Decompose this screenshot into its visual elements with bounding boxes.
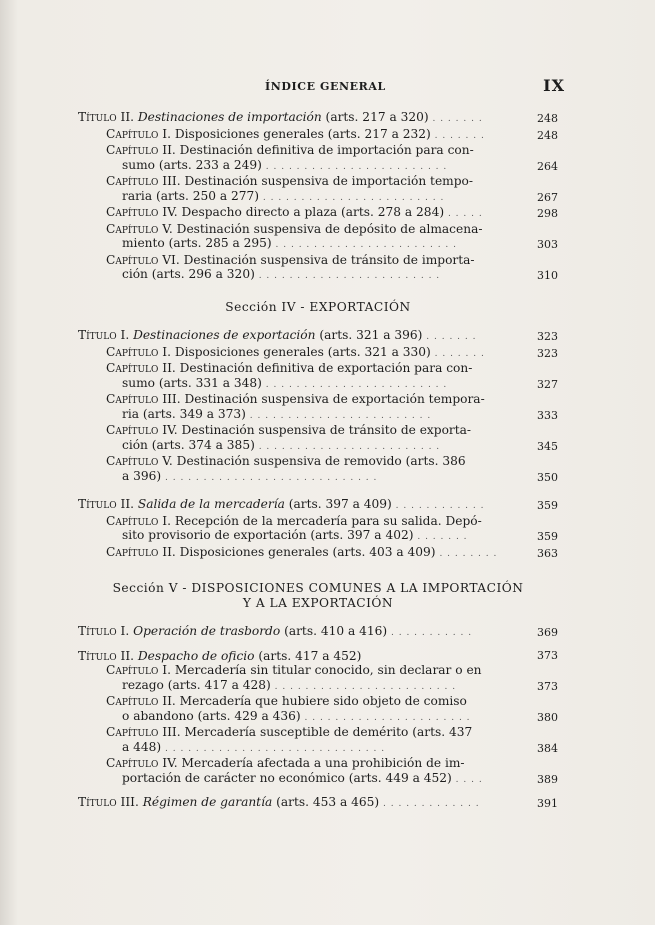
entry-continuation: miento (arts. 285 a 295): [122, 236, 272, 250]
toc-entry-titulo: Título II. Destinaciones de importación (arts. 217 a 320) . . . . . . . 248: [78, 110, 558, 125]
entry-text: Recepción de la mercadería para su salida. Depó-: [174, 513, 482, 528]
entry-label: Capítulo I.: [106, 344, 171, 359]
entry-page: 345: [537, 439, 558, 453]
toc-entry-titulo: Título I. Destinaciones de exportación (arts. 321 a 396) . . . . . . . 323: [78, 328, 558, 343]
toc-entry-titulo: Título II. Salida de la mercadería (arts. 397 a 409) . . . . . . . . . . . . 359: [78, 497, 558, 512]
entry-label: Capítulo III.: [106, 725, 181, 739]
entry-continuation: o abandono (arts. 429 a 436): [122, 708, 301, 723]
entry-label: Capítulo II.: [106, 143, 176, 157]
entry-page: 264: [537, 159, 558, 173]
entry-text: Despacho directo a plaza (arts. 278 a 284): [181, 205, 445, 219]
toc-entry-capitulo: Capítulo I. Disposiciones generales (arts. 321 a 330) . . . . . . . 323: [106, 344, 558, 360]
entry-page: 359: [537, 499, 558, 512]
entry-label: Capítulo II.: [106, 544, 176, 559]
entry-text: Destinación definitiva de exportación para con-: [179, 361, 473, 375]
entry-label: Capítulo IV.: [106, 423, 178, 437]
toc-entry-capitulo: Capítulo I. Disposiciones generales (arts. 217 a 232) . . . . . . . 248: [106, 126, 558, 142]
entry-continuation: raria (arts. 250 a 277): [122, 188, 259, 203]
entry-page: 323: [537, 346, 558, 360]
toc-entry-capitulo: Capítulo I. Mercadería sin titular conocido, sin declarar o en rezago (arts. 417 a 428) . . . . . . . . . . . . . . . . . . . . . . . . 373: [106, 663, 558, 693]
entry-text: Disposiciones generales (arts. 403 a 409): [179, 544, 436, 559]
entry-continuation: sumo (arts. 331 a 348): [122, 375, 262, 390]
entry-text: Destinación suspensiva de exportación tempora-: [184, 392, 485, 406]
entry-refs: (arts. 453 a 465): [272, 795, 380, 809]
entry-label: Título I.: [78, 624, 130, 638]
entry-label: Capítulo IV.: [106, 756, 178, 770]
page-header: [0, 76, 655, 100]
page-number: IX: [543, 76, 565, 95]
entry-text: Destinación suspensiva de depósito de almacena-: [176, 221, 483, 236]
entry-text: Destinación suspensiva de removido (arts. 386: [176, 454, 466, 468]
toc-entry-capitulo: Capítulo III. Destinación suspensiva de exportación tempora- ria (arts. 349 a 373) . . . . . . . . . . . . . . . . . . . . . . . . 333: [106, 392, 558, 422]
entry-label: Capítulo IV.: [106, 205, 178, 219]
entry-text: Destinación suspensiva de importación tempo-: [184, 174, 473, 188]
entry-page: 248: [537, 112, 558, 125]
toc-entry-capitulo: Capítulo II. Destinación definitiva de exportación para con- sumo (arts. 331 a 348) . . . . . . . . . . . . . . . . . . . . . . . . 327: [106, 361, 558, 391]
entry-label: Título II.: [78, 648, 135, 663]
entry-title: Salida de la mercadería: [137, 497, 285, 511]
entry-page: 389: [537, 772, 558, 786]
entry-text: Disposiciones generales (arts. 217 a 232): [174, 126, 431, 141]
entry-page: 363: [537, 546, 558, 560]
entry-refs: (arts. 321 a 396): [315, 328, 423, 342]
entry-page: 267: [537, 190, 558, 204]
entry-page: 380: [537, 710, 558, 724]
entry-title: Destinaciones de exportación: [133, 328, 316, 342]
entry-text: Disposiciones generales (arts. 321 a 330): [174, 344, 431, 359]
section-heading: Sección IV - EXPORTACIÓN: [225, 299, 411, 314]
toc-entry-capitulo: Capítulo IV. Destinación suspensiva de tránsito de exporta- ción (arts. 374 a 385) . . . . . . . . . . . . . . . . . . . . . . . . 345: [106, 423, 558, 453]
entry-continuation: ción (arts. 296 a 320): [122, 267, 255, 281]
entry-label: Título II.: [78, 110, 135, 124]
entry-continuation: ción (arts. 374 a 385): [122, 437, 255, 452]
entry-page: 373: [537, 679, 558, 693]
entry-page: 333: [537, 408, 558, 422]
toc-entry-capitulo: Capítulo IV. Mercadería afectada a una prohibición de im- portación de carácter no económico (arts. 449 a 452) . . . . 389: [106, 756, 558, 786]
toc-entry-capitulo: Capítulo VI. Destinación suspensiva de tránsito de importa- ción (arts. 296 a 320) . . . . . . . . . . . . . . . . . . . . . . . . 310: [106, 252, 558, 282]
entry-continuation: sito provisorio de exportación (arts. 397 a 402): [122, 528, 414, 542]
toc-entry-capitulo: Capítulo V. Destinación suspensiva de removido (arts. 386 a 396) . . . . . . . . . . . . . . . . . . . . . . . . . . . . 350: [106, 454, 558, 484]
toc-entry-capitulo: Capítulo II. Mercadería que hubiere sido objeto de comiso o abandono (arts. 429 a 436) . . . . . . . . . . . . . . . . . . . . . . 380: [106, 694, 558, 724]
toc-entry-capitulo: Capítulo II. Disposiciones generales (arts. 403 a 409) . . . . . . . . 363: [106, 544, 558, 560]
toc-entry-capitulo: Capítulo III. Destinación suspensiva de importación tempo- raria (arts. 250 a 277) . . . . . . . . . . . . . . . . . . . . . . . . 267: [106, 174, 558, 204]
entry-title: Operación de trasbordo: [133, 624, 281, 638]
entry-page: 323: [537, 330, 558, 343]
toc-entry-capitulo: Capítulo I. Recepción de la mercadería para su salida. Depó- sito provisorio de exportación (arts. 397 a 402) . . . . . . . 359: [106, 513, 558, 543]
entry-page: 359: [537, 530, 558, 543]
entry-label: Capítulo III.: [106, 392, 181, 406]
toc-entry-titulo: Título I. Operación de trasbordo (arts. 410 a 416) . . . . . . . . . . . 369: [78, 624, 558, 639]
entry-page: 298: [537, 207, 558, 220]
entry-text: Destinación suspensiva de tránsito de importa-: [183, 252, 475, 267]
toc-entry-capitulo: Capítulo II. Destinación definitiva de importación para con- sumo (arts. 233 a 249) . . . . . . . . . . . . . . . . . . . . . . . . 264: [106, 143, 558, 173]
entry-continuation: a 448): [122, 739, 162, 754]
entry-text: Destinación definitiva de importación para con-: [179, 143, 474, 157]
entry-continuation: a 396): [122, 468, 162, 483]
entry-text: Destinación suspensiva de tránsito de exporta-: [181, 423, 472, 437]
toc-entry-titulo: Título III. Régimen de garantía (arts. 453 a 465) . . . . . . . . . . . . . 391: [78, 795, 558, 810]
entry-label: Capítulo III.: [106, 174, 181, 188]
toc-entry-capitulo: Capítulo III. Mercadería susceptible de demérito (arts. 437 a 448) . . . . . . . . . . . . . . . . . . . . . . . . . . . . . 384: [106, 725, 558, 755]
entry-label: Título I.: [78, 328, 130, 342]
toc-entry-capitulo: Capítulo V. Destinación suspensiva de depósito de almacena- miento (arts. 285 a 295) . . . . . . . . . . . . . . . . . . . . . . . . 303: [106, 221, 558, 251]
entry-page: 327: [537, 377, 558, 391]
entry-label: Capítulo V.: [106, 454, 173, 468]
entry-text: Mercadería sin titular conocido, sin declarar o en: [174, 663, 482, 677]
table-of-contents: [78, 110, 558, 812]
entry-continuation: rezago (arts. 417 a 428): [122, 677, 271, 692]
entry-text: Mercadería susceptible de demérito (arts. 437: [184, 725, 473, 739]
entry-page: 350: [537, 470, 558, 484]
entry-text: Mercadería que hubiere sido objeto de comiso: [179, 694, 467, 708]
entry-label: Capítulo I.: [106, 663, 171, 677]
entry-refs: (arts. 217 a 320): [321, 110, 429, 124]
entry-page: 369: [537, 626, 558, 639]
entry-label: Título II.: [78, 497, 135, 511]
entry-page: 310: [537, 269, 558, 282]
entry-page: 303: [537, 238, 558, 251]
entry-label: Capítulo I.: [106, 126, 171, 141]
entry-continuation: ria (arts. 349 a 373): [122, 406, 246, 421]
entry-refs: (arts. 397 a 409): [284, 497, 392, 511]
entry-text: Mercadería afectada a una prohibición de im-: [181, 756, 465, 770]
entry-label: Capítulo VI.: [106, 252, 180, 267]
entry-refs: (arts. 410 a 416): [280, 624, 388, 638]
entry-page: 384: [537, 741, 558, 755]
section-heading-line-2: Y A LA EXPORTACIÓN: [242, 595, 394, 610]
entry-label: Capítulo II.: [106, 694, 176, 708]
running-title: ÍNDICE GENERAL: [265, 80, 386, 93]
entry-continuation: sumo (arts. 233 a 249): [122, 157, 262, 172]
entry-label: Capítulo I.: [106, 513, 171, 528]
entry-page: 391: [537, 797, 558, 810]
entry-label: Capítulo V.: [106, 221, 173, 236]
entry-continuation: portación de carácter no económico (arts. 449 a 452): [122, 770, 452, 785]
section-heading: [78, 581, 558, 610]
entry-title: Régimen de garantía: [142, 795, 273, 809]
entry-refs: (arts. 417 a 452): [254, 648, 362, 663]
entry-page: 248: [537, 128, 558, 142]
entry-title: Despacho de oficio: [137, 648, 255, 663]
entry-page: 373: [537, 648, 558, 662]
entry-title: Destinaciones de importación: [137, 110, 322, 124]
toc-entry-capitulo: Capítulo IV. Despacho directo a plaza (arts. 278 a 284) . . . . . 298: [106, 205, 558, 220]
toc-entry-titulo: [78, 649, 558, 664]
entry-label: Capítulo II.: [106, 361, 176, 375]
entry-label: Título III.: [78, 795, 139, 809]
section-heading-line-1: Sección V - DISPOSICIONES COMUNES A LA IMPORTACIÓN: [112, 581, 524, 595]
